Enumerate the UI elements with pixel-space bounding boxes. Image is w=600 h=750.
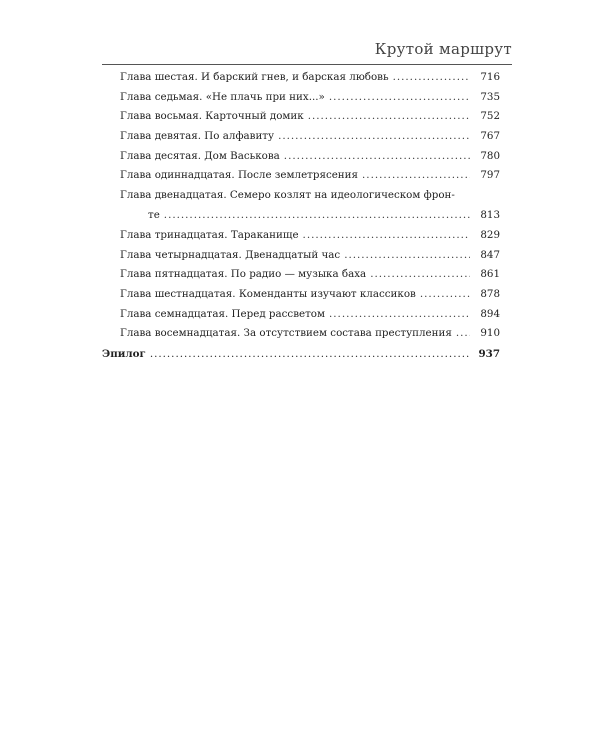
toc-entry-title: Глава восемнадцатая. За отсутствием состава преступления	[120, 327, 452, 340]
toc-entry[interactable]	[102, 285, 512, 305]
toc-page-number: 780	[480, 149, 500, 162]
dot-leader	[150, 344, 470, 364]
toc-entry[interactable]	[102, 88, 512, 108]
toc-entry[interactable]	[102, 147, 512, 167]
running-header	[102, 40, 512, 65]
dot-leader	[329, 305, 470, 325]
toc-page-number: 767	[480, 130, 500, 143]
toc-page-number: 735	[480, 90, 500, 103]
toc-page-number: 752	[480, 110, 500, 123]
toc-page-number: 797	[480, 169, 500, 182]
toc-entry[interactable]	[102, 166, 512, 186]
toc-page-number: 861	[480, 268, 500, 281]
toc-entry[interactable]	[102, 305, 512, 325]
toc-entry-title-continuation: те	[148, 209, 160, 222]
toc-entry[interactable]	[102, 127, 512, 147]
dot-leader	[344, 246, 470, 266]
toc-entry-title: Глава девятая. По алфавиту	[120, 130, 275, 143]
toc-page-number: 716	[480, 71, 500, 83]
dot-leader	[164, 206, 470, 226]
dot-leader	[329, 88, 470, 108]
toc-entry[interactable]	[102, 324, 512, 344]
toc-page-number: 847	[480, 248, 500, 261]
toc-entry[interactable]	[102, 246, 512, 266]
toc-page-number: 829	[480, 228, 500, 241]
toc-entry-title: Глава тринадцатая. Тараканище	[120, 228, 299, 241]
dot-leader	[370, 265, 470, 285]
toc-entry-title: Глава шестая. И барский гнев, и барская любовь	[120, 71, 389, 83]
toc-entry-title: Глава семнадцатая. Перед рассветом	[120, 307, 325, 320]
toc-entry-continuation[interactable]	[102, 206, 512, 226]
dot-leader	[303, 226, 470, 246]
dot-leader	[308, 107, 470, 127]
toc-page-number: 878	[480, 287, 500, 300]
toc-entry-title: Глава одиннадцатая. После землетрясения	[120, 169, 359, 182]
toc-entry-title: Глава четырнадцатая. Двенадцатый час	[120, 248, 341, 261]
toc-page-number: 894	[480, 307, 500, 320]
toc-entry[interactable]	[102, 226, 512, 246]
toc-page-number: 813	[480, 209, 500, 222]
toc-entry-title: Глава седьмая. «Не плачь при них...»	[120, 90, 325, 103]
epilog-page-number: 937	[478, 348, 500, 360]
epilog-title: Эпилог	[102, 348, 146, 360]
table-of-contents	[102, 68, 512, 344]
toc-entry-title: Глава десятая. Дом Васькова	[120, 149, 280, 162]
toc-epilog-entry[interactable]	[102, 344, 512, 364]
toc-entry-title: Глава пятнадцатая. По радио — музыка баха	[120, 268, 367, 281]
dot-leader	[284, 147, 470, 167]
running-title: Крутой маршрут	[374, 40, 512, 58]
toc-entry[interactable]	[102, 107, 512, 127]
dot-leader	[393, 68, 470, 88]
toc-page-number: 910	[480, 327, 500, 340]
toc-entry-title: Глава восьмая. Карточный домик	[120, 110, 304, 123]
dot-leader	[278, 127, 470, 147]
toc-entry-title: Глава шестнадцатая. Коменданты изучают классиков	[120, 287, 416, 300]
toc-entry-title: Глава двенадцатая. Семеро козлят на идеологическом фрон-	[120, 189, 455, 202]
toc-entry[interactable]	[102, 186, 512, 206]
dot-leader	[362, 166, 470, 186]
toc-entry[interactable]	[102, 68, 512, 88]
dot-leader	[456, 324, 470, 344]
dot-leader	[420, 285, 470, 305]
toc-entry[interactable]	[102, 265, 512, 285]
